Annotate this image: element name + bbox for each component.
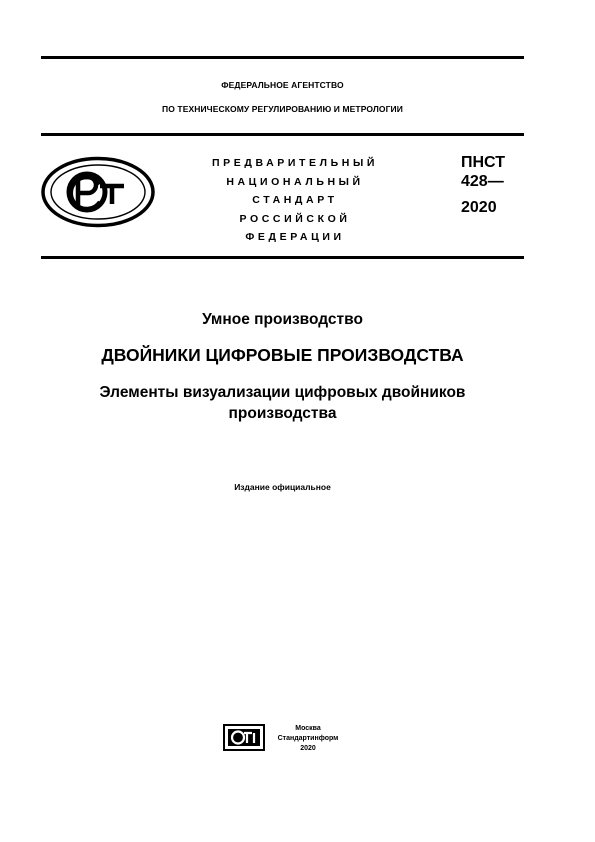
subtitle-line1: Элементы визуализации цифровых двойников	[99, 384, 466, 401]
standard-type-line: РОССИЙСКОЙ	[239, 212, 351, 225]
subtitle	[41, 382, 524, 424]
gost-r-emblem-icon	[40, 156, 156, 228]
standard-designation	[461, 153, 505, 217]
standard-type-line: ФЕДЕРАЦИИ	[245, 231, 345, 243]
standard-type-line: НАЦИОНАЛЬНЫЙ	[226, 175, 364, 188]
publisher-name: Стандартинформ	[277, 735, 339, 742]
header-bottom-rule	[41, 256, 524, 259]
series-title: Умное производство	[202, 311, 363, 328]
standard-type-line: СТАНДАРТ	[252, 194, 338, 206]
publisher-block	[268, 724, 348, 754]
publisher-city: Москва	[295, 725, 321, 732]
edition-label: Издание официальное	[234, 482, 331, 492]
designation-number: 428—	[461, 173, 504, 190]
top-rule	[41, 56, 524, 59]
standard-type-block	[200, 154, 390, 247]
agency-name-line1: ФЕДЕРАЛЬНОЕ АГЕНТСТВО	[221, 80, 344, 90]
designation-year: 2020	[461, 199, 497, 216]
agency-name-line2: ПО ТЕХНИЧЕСКОМУ РЕГУЛИРОВАНИЮ И МЕТРОЛОГИИ	[162, 104, 403, 114]
standartinform-logo-icon	[223, 724, 265, 751]
main-title: ДВОЙНИКИ ЦИФРОВЫЕ ПРОИЗВОДСТВА	[101, 345, 464, 365]
header-rule	[41, 133, 524, 136]
designation-code: ПНСТ	[461, 154, 505, 171]
standard-type-line: ПРЕДВАРИТЕЛЬНЫЙ	[212, 157, 378, 169]
publisher-year: 2020	[300, 745, 316, 752]
subtitle-line2: производства	[228, 405, 337, 422]
